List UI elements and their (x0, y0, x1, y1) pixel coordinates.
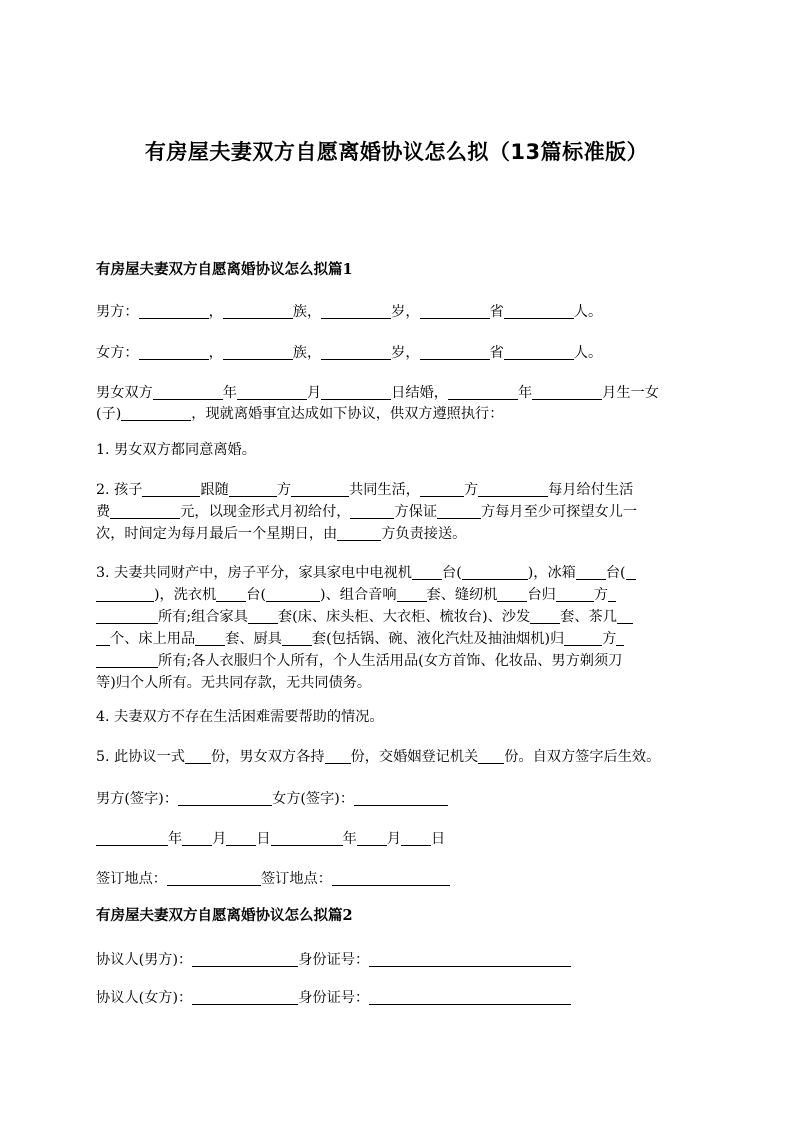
blank (195, 630, 225, 646)
item-1: 1. 男女双方都同意离婚。 (96, 442, 256, 458)
text: 日 (431, 831, 446, 847)
blank (532, 384, 602, 400)
female-signature-blank (354, 790, 448, 806)
text: 方 (463, 482, 479, 498)
text: 方 (276, 482, 292, 498)
blank (504, 344, 574, 360)
text: 方负责接送。 (381, 526, 467, 542)
text: 年 (222, 385, 237, 401)
text: 套(床、床头柜、大衣柜、梳妆台)、沙发 (277, 609, 531, 625)
text: 2. 孩子 (96, 482, 143, 498)
blank (321, 303, 391, 319)
blank (167, 870, 261, 886)
comma: ， (208, 345, 223, 361)
blank (564, 630, 602, 646)
text: 台( (605, 565, 626, 581)
text: 身份证号： (298, 952, 370, 968)
text: 年 (342, 831, 357, 847)
item-2-line-1 (96, 480, 696, 501)
blank (608, 586, 616, 602)
blank (437, 503, 481, 519)
text: 套、厨具 (225, 631, 282, 647)
marriage-line-2 (96, 404, 696, 425)
blank (369, 989, 571, 1005)
blank (216, 586, 246, 602)
male-label: 男方： (96, 304, 139, 320)
text: 身份证号： (298, 990, 370, 1006)
blank (96, 652, 158, 668)
blank (357, 830, 387, 846)
blank (325, 748, 351, 764)
blank (576, 564, 606, 580)
text: 方每月至少可探望女儿一 (481, 504, 638, 520)
blank (291, 481, 349, 497)
comma: ， (208, 304, 223, 320)
blank (478, 481, 548, 497)
party-female-line (96, 988, 696, 1009)
item-2-line-3 (96, 524, 696, 545)
party-male-line (96, 950, 696, 971)
blank (96, 586, 154, 602)
female-party-line (96, 343, 696, 364)
item-5 (96, 747, 696, 768)
blank (397, 586, 427, 602)
blank (266, 586, 320, 602)
item-3-line-6: 等)归个人所有。无共同存款，无共同债务。 (96, 675, 372, 691)
text: 协议人(女方)： (96, 990, 193, 1006)
signature-line (96, 789, 696, 810)
blank (139, 303, 209, 319)
text: 费 (96, 504, 111, 520)
text: 方保证 (394, 504, 438, 520)
blank (350, 503, 394, 519)
item-3-line-2 (96, 585, 696, 606)
text: 台( (442, 565, 462, 581)
text: 年 (517, 385, 533, 401)
text: 所有;组合家具 (158, 609, 248, 625)
blank (626, 564, 636, 580)
text: 月 (212, 831, 227, 847)
text: 月生一女 (602, 385, 659, 401)
blank (223, 303, 293, 319)
blank (142, 481, 200, 497)
text: 元，以现金形式月初给付， (180, 504, 351, 520)
text: 月 (386, 831, 402, 847)
blank (530, 608, 560, 624)
province-label: 省 (489, 345, 504, 361)
age-label: 岁， (391, 304, 420, 320)
blank (616, 630, 624, 646)
blank (96, 630, 110, 646)
item-3-line-4 (96, 629, 696, 650)
person-label: 人。 (573, 304, 603, 320)
blank (504, 303, 574, 319)
blank (96, 608, 158, 624)
place-label: 签订地点： (260, 871, 332, 887)
blank (223, 344, 293, 360)
blank (229, 481, 277, 497)
blank (321, 384, 391, 400)
place-line (96, 869, 696, 890)
person-label: 人。 (573, 345, 603, 361)
text: )，洗衣机 (154, 587, 217, 603)
text: 跟随 (200, 482, 229, 498)
female-label: 女方： (96, 345, 139, 361)
text: 套(包括锅、碗、液化汽灶及抽油烟机)归 (311, 631, 565, 647)
blank (420, 344, 490, 360)
text: 年 (168, 831, 183, 847)
blank (497, 586, 527, 602)
blank (121, 405, 191, 421)
text: ，现就离婚事宜达成如下协议，供双方遵照执行： (191, 406, 504, 422)
male-signature-label: 男方(签字)： (96, 791, 179, 807)
blank (420, 303, 490, 319)
text: 月 (306, 385, 322, 401)
blank (226, 830, 256, 846)
blank (332, 870, 450, 886)
ethnicity-label: 族， (292, 345, 322, 361)
text: 协议人(男方)： (96, 952, 193, 968)
section1-heading: 有房屋夫妻双方自愿离婚协议怎么拟篇1 (96, 261, 353, 278)
female-signature-label: 女方(签字)： (272, 791, 355, 807)
blank (282, 630, 312, 646)
blank (401, 830, 431, 846)
marriage-line-1 (96, 383, 696, 404)
text: 次，时间定为每月最后一个星期日，由 (96, 526, 338, 542)
blank (153, 384, 223, 400)
blank (248, 608, 278, 624)
text: 份，交婚姻登记机关 (350, 749, 479, 765)
blank (412, 564, 442, 580)
text: 共同生活， (349, 482, 420, 498)
blank (617, 608, 633, 624)
province-label: 省 (489, 304, 504, 320)
text: 套、茶几 (560, 609, 617, 625)
text: 份，男女双方各持 (210, 749, 325, 765)
text: 男女双方 (96, 385, 153, 401)
place-label: 签订地点： (96, 871, 167, 887)
text: 5. 此协议一式 (96, 749, 185, 765)
text: 台归 (527, 587, 556, 603)
item-4: 4. 夫妻双方不存在生活困难需要帮助的情况。 (96, 709, 384, 725)
blank (369, 951, 571, 967)
text: 3. 夫妻共同财产中，房子平分，家具家电中电视机 (96, 565, 412, 581)
text: 方 (602, 631, 617, 647)
text: 份。自双方签字后生效。 (504, 749, 661, 765)
text: )、组合音响 (320, 587, 397, 603)
blank (462, 564, 528, 580)
blank (192, 951, 298, 967)
item-3-line-3 (96, 607, 696, 628)
text: )，冰箱 (527, 565, 576, 581)
blank (448, 384, 518, 400)
item-2-line-2 (96, 502, 696, 523)
text: 日结婚， (391, 385, 448, 401)
blank (556, 586, 594, 602)
male-party-line (96, 302, 696, 323)
document-title: 有房屋夫妻双方自愿离婚协议怎么拟（13篇标准版） (144, 140, 649, 164)
blank (139, 344, 209, 360)
text: 所有;各人衣服归个人所有，个人生活用品(女方首饰、化妆品、男方剃须刀 (158, 653, 623, 669)
text: 每月给付生活 (548, 482, 634, 498)
male-signature-blank (178, 790, 272, 806)
blank (321, 344, 391, 360)
blank (96, 830, 168, 846)
text: (子) (96, 406, 122, 422)
blank (185, 748, 211, 764)
blank (237, 384, 307, 400)
date-line (96, 829, 696, 850)
blank (182, 830, 212, 846)
blank (271, 830, 343, 846)
age-label: 岁， (391, 345, 420, 361)
text: 日 (256, 831, 271, 847)
blank (337, 525, 381, 541)
blank (192, 989, 298, 1005)
text: 套、缝纫机 (426, 587, 498, 603)
item-3-line-1 (96, 563, 696, 584)
item-3-line-5 (96, 651, 696, 672)
blank (110, 503, 180, 519)
text: 方 (593, 587, 609, 603)
text: 个、床上用品 (110, 631, 196, 647)
ethnicity-label: 族， (292, 304, 322, 320)
section2-heading: 有房屋夫妻双方自愿离婚协议怎么拟篇2 (96, 907, 353, 924)
blank (478, 748, 504, 764)
blank (420, 481, 464, 497)
text: 台( (246, 587, 267, 603)
